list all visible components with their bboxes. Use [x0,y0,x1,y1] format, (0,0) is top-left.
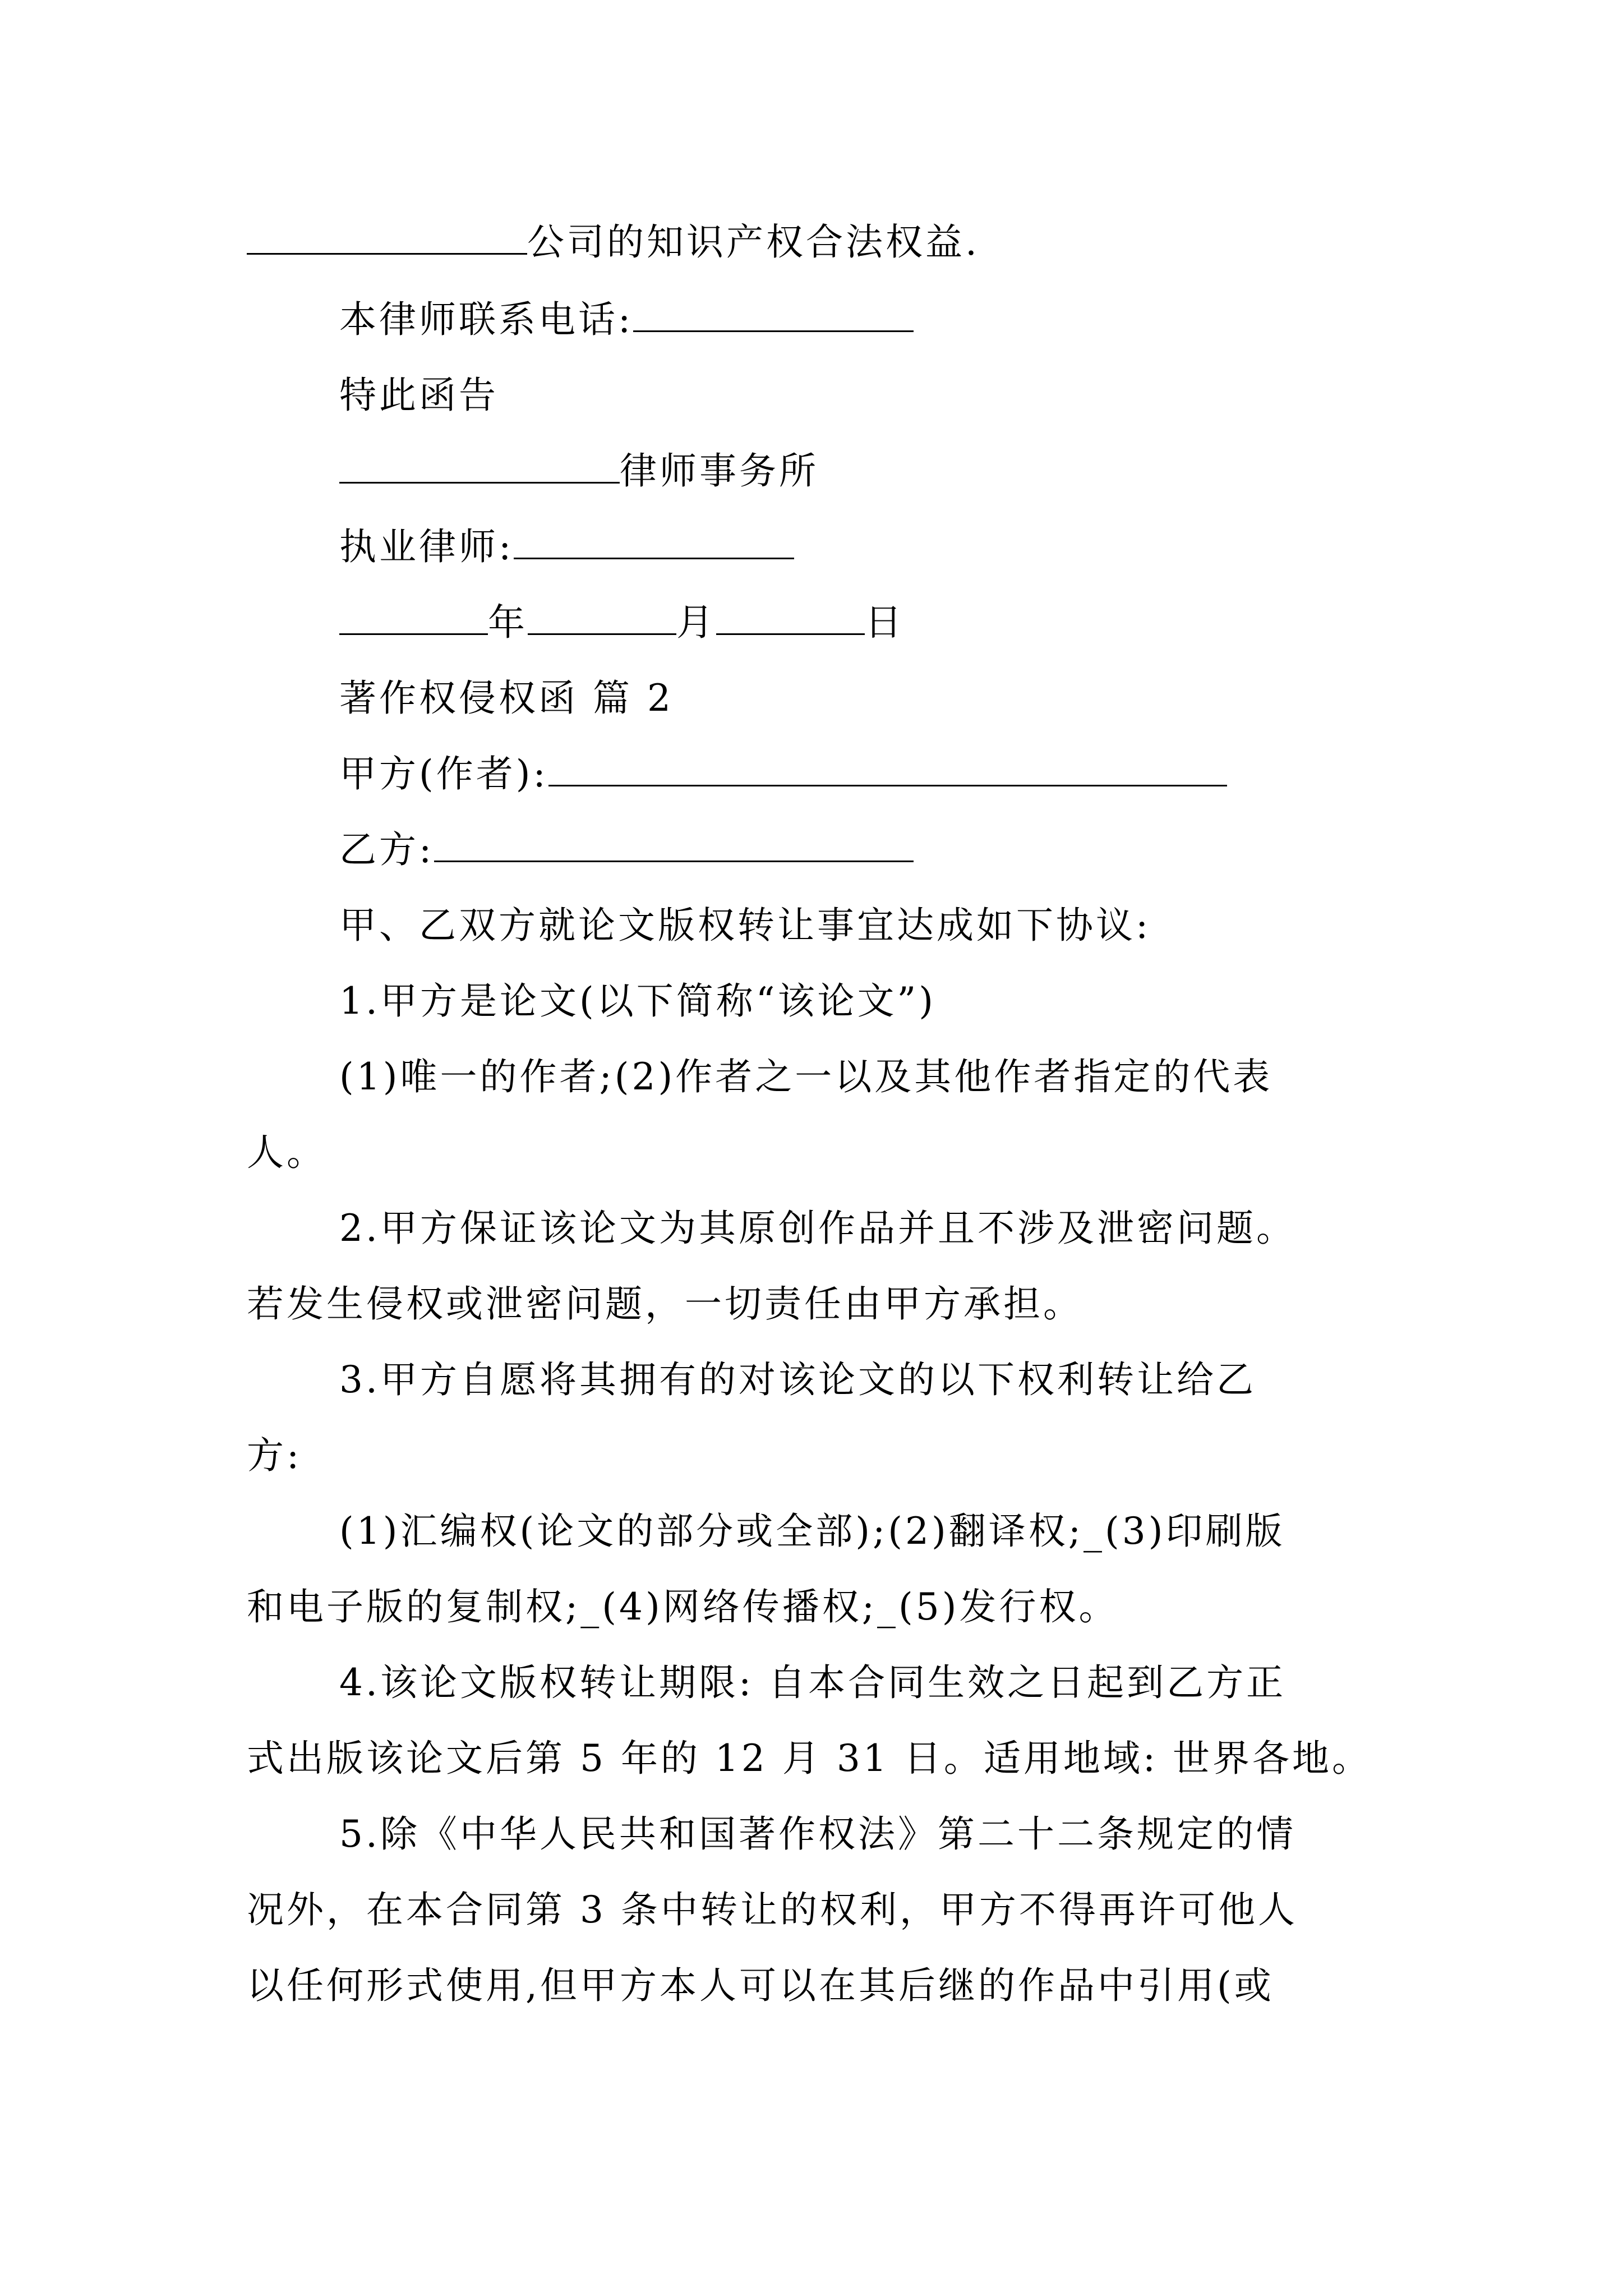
clause-1 [339,979,936,1024]
clause-2-cont [247,1282,1083,1327]
clause-5-cont [247,1963,1274,2008]
line-text: 2.甲方保证该论文为其原创作品并且不涉及泄密问题。 [339,1207,1296,1250]
fill-blank [434,829,914,862]
party-b-line [339,827,914,872]
clause-3 [339,1358,1256,1402]
fill-blank [339,450,620,484]
fill-blank [247,222,527,255]
section-heading [339,676,674,721]
clause-1-options [339,1055,1272,1099]
fill-blank [633,299,914,332]
clause-4 [339,1660,1286,1705]
line-text: 甲、乙双方就论文版权转让事宜达成如下协议: [339,904,1151,947]
line-text: (1)汇编权(论文的部分或全部);(2)翻译权;_(3)印刷版 [339,1510,1285,1553]
lawyer-phone-line [339,297,914,342]
clause-4-cont [247,1736,1372,1781]
fill-blank [339,602,488,635]
line-text: 1.甲方是论文(以下简称“该论文”) [339,979,936,1023]
fill-blank [528,602,676,635]
line-text: 甲方(作者): [339,752,548,795]
line-text: 方: [247,1434,302,1477]
line-text: 人。 [247,1131,326,1174]
line-text: 和电子版的复制权;_(4)网络传播权;_(5)发行权。 [247,1585,1119,1628]
date-line [339,600,905,645]
line-text: 特此函告 [339,374,499,417]
line-text: 5.除《中华人民共和国著作权法》第二十二条规定的情 [339,1812,1296,1856]
line-text: 若发生侵权或泄密问题，一切责任由甲方承担。 [247,1282,1083,1326]
paragraph-line [247,220,980,265]
party-a-line [339,752,1227,797]
year-label: 年 [488,601,528,644]
practicing-lawyer-line [339,524,794,569]
line-text: 式出版该论文后第 5 年的 12 月 31 日。适用地域: 世界各地。 [247,1737,1372,1780]
clause-2 [339,1206,1296,1251]
fill-blank [514,526,794,559]
line-text: 况外，在本合同第 3 条中转让的权利，甲方不得再许可他人 [247,1888,1298,1931]
clause-3-rights [339,1509,1285,1554]
day-label: 日 [865,601,905,644]
clause-1-options-cont [247,1130,326,1175]
notice-closing [339,373,499,418]
line-text: 乙方: [339,828,435,871]
clause-3-rights-cont [247,1585,1118,1630]
line-text: 4.该论文版权转让期限: 自本合同生效之日起到乙方正 [339,1661,1287,1704]
line-text: 著作权侵权函 篇 2 [339,677,674,720]
month-label: 月 [676,601,716,644]
line-text: 公司的知识产权合法权益. [527,220,980,264]
law-firm-line [339,449,819,494]
line-text: 执业律师: [339,525,514,568]
line-text: 以任何形式使用,但甲方本人可以在其后继的作品中引用(或 [247,1964,1274,2007]
line-text: 3.甲方自愿将其拥有的对该论文的以下权利转让给乙 [339,1358,1256,1401]
fill-blank [548,753,1227,786]
clause-5-cont [247,1888,1298,1932]
line-text: 本律师联系电话: [339,298,634,341]
line-text: (1)唯一的作者;(2)作者之一以及其他作者指定的代表 [339,1055,1273,1098]
fill-blank [716,602,865,635]
agreement-intro [339,903,1151,948]
clause-3-cont [247,1433,302,1478]
line-text: 律师事务所 [620,449,819,493]
clause-5 [339,1812,1296,1857]
